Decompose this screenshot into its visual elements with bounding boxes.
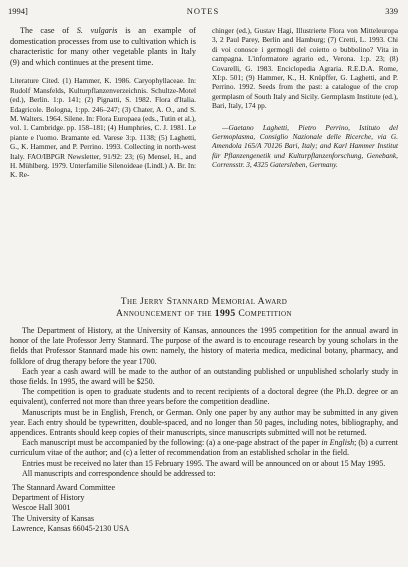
award-announcement <box>10 296 398 534</box>
award-paragraph: Manuscripts must be in English, French, or German. Only one paper by any author may be submitted in any given year. Each entry should be typewritten, double-spaced, and no longer than 50 pages, including notes, bibliography, and appendices. Entrants should keep copies of their manuscripts, since manuscripts submitted will not be returned. <box>10 407 398 438</box>
author-affiliation: —Gaetano Laghetti, Pietro Perrino, Istituto del Germoplasma, Consiglio Nazionale delle Ricerche, via G. Amendola 165/A 70126 Bari, Italy; and Karl Hammer Institut für Pflanzengenetik und Kulturpflanzenforschung, Genebank, Corrensstr. 3, 4325 Gatersleben, Germany. <box>212 122 398 170</box>
address-line: Department of History <box>12 493 85 503</box>
right-column <box>212 26 398 170</box>
page-number: 339 <box>385 6 398 16</box>
award-title: The Jerry Stannard Memorial Award Announcement of the 1995 Competition <box>116 296 292 319</box>
award-paragraph: All manuscripts and correspondence should be addressed to: <box>22 468 216 478</box>
address-line: Lawrence, Kansas 66045-2130 USA <box>12 523 130 533</box>
header-title: NOTES <box>186 6 220 16</box>
award-paragraph: Each manuscript must be accompanied by the following: (a) a one-page abstract of the paper in English; (b) a current curriculum vitae of the author; and (c) a letter of recommendation from an established scholar in the field. <box>10 438 398 458</box>
award-body <box>10 326 398 479</box>
left-column <box>10 26 196 180</box>
address-line: Wescoe Hall 3001 <box>12 503 71 513</box>
award-paragraph: Entries must be received no later than 15 February 1995. The award will be announced on or about 15 May 1995. <box>22 458 386 468</box>
species-name: S. vulgaris <box>76 26 118 35</box>
mailing-address <box>10 483 398 534</box>
award-paragraph: The Department of History, at the University of Kansas, announces the 1995 competition for the annual award in honor of the late Professor Jerry Stannard. The purpose of the award is to encourage research by young scholars in the fields that Professor Stannard made his own: namely, the history of materia medica, medicinal botany, pharmacy, and folklore of drug therapy before the year 1700. <box>10 326 398 366</box>
literature-cited-continued: chinger (ed.), Gustav Hagi, Illustrierte Flora von Mitteleuropa 3, 2 Paul Parey, Berlin and Hamburg; (7) Cretti, L. 1993. Chi di voi conosce i germogli del coietto o bubbolino? Vita in campagna. L'informatore agrario ed., Verona. 1:p. 23; (8) Covarelli, G. 1983. Enciclopedia Agraria. R.E.D.A. Rome, XI:p. 501; (9) Hammer, K., H. Knüpffer, G. Laghetti, and P. Perrino. 1992. Seeds from the past: a catalogue of the crop germplasm of South Italy and Sicily. Germplasm Institute (ed.), Bari, Italy, 174 pp. <box>212 26 398 111</box>
literature-cited: Literature Cited. (1) Hammer, K. 1986. Caryophyllaceae. In: Rudolf Mansfelds, Kulturpflanzenverzeichnis. Schultze-Motel (ed.), Berlin. 1:p. 141; (2) Pignatti, S. 1982. Flora d'Italia. Edagricole. Bologna, 1:pp. 246–247; (3) Chater, A. O., and S. M. Walters. 1964. Silene. In: Flora Europaea (eds., Tutin et al.), vol. 1. Cambridge. pp. 158–181; (4) Humphries, C. J. 1981. Le piante e l'uomo. Bramante ed. Varese 3:p. 1138; (5) Laghetti, G., K. Hammer, and P. Perrino. 1993. Collecting in north-west Italy. FAO/IBPGR Newsletter, 91/92: 23; (6) Mensel, H., and H. Mühlberg. 1979. Unterfamilie Silenoideae (Lindl.) A. Br. In: K. Re- <box>10 76 196 180</box>
running-header <box>8 6 398 18</box>
intro-paragraph: The case of S. vulgaris is an example of domestication processes from use to cultivation which is characteristic for many other vegetable plants in Italy (9) and which continues at the present time. <box>10 26 196 67</box>
address-line: The Stannard Award Committee <box>12 483 116 493</box>
award-paragraph: The competition is open to graduate students and to recent recipients of a doctoral degree (the Ph.D. degree or an equivalent), conferred not more than three years before the competition deadline. <box>10 387 398 407</box>
award-paragraph: Each year a cash award will be made to the author of an outstanding published or unpublished scholarly study in those fields. In 1995, the award will be $250. <box>10 366 398 387</box>
header-year: 1994] <box>8 6 28 16</box>
address-line: The University of Kansas <box>12 513 94 523</box>
